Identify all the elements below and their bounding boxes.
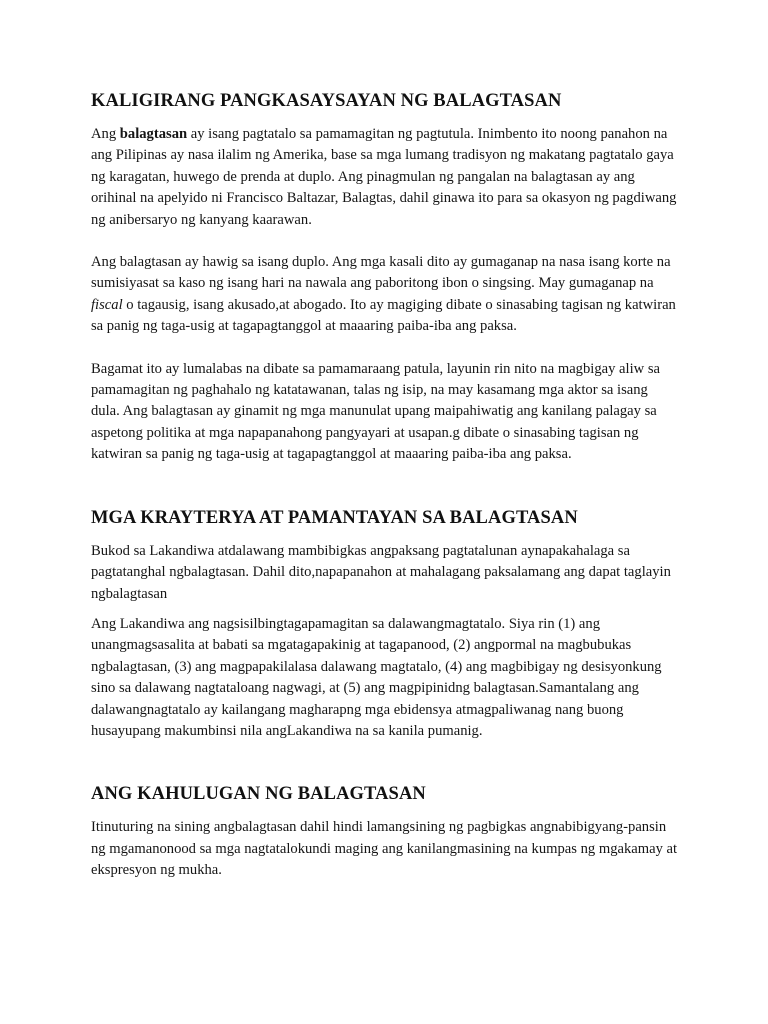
paragraph-lakandiwa: Ang Lakandiwa ang nagsisilbingtagapamagitan sa dalawangmagtatalo. Siya rin (1) ang unangmagsasalita at babati sa mgatagapakinig at tagapanood, (2) angpormal na magbubukas ngbalagtasan, (3) ang magpapakilalasa dalawang magtatalo, (4) ang magbibigay ng desisyonkung sino sa dalawang nagtataloang nagwagi, at (5) ang magpipinidng balagtasan.Samantalang ang dalawangnagtatalo ay kailangang magharapng mga ebidensya atmagpaliwanag nang buong husayupang makumbinsi nila angLakandiwa na sa kanila pumanig. <box>91 615 662 739</box>
paragraph-purpose: Bagamat ito ay lumalabas na dibate sa pamamaraang patula, layunin rin nito na magbigay aliw sa pamamagitan ng paghahalo ng katatawanan, talas ng isip, na may kasamang mga aktor sa isang dula. Ang balagtasan ay ginamit ng mga manunulat upang maipahiwatig ang kanilang palagay sa aspetong politika at mga napapanahong pangyayari at usapan.g dibate o sinasabing tagisan ng katwiran sa panig ng taga-usig at tagapagtanggol at maaaring paiba-iba ang paksa. <box>91 360 660 463</box>
paragraph-balagtasan-definition <box>91 124 678 231</box>
italic-term-fiscal: fiscal <box>91 296 123 313</box>
section-heading-kaligiran: KALIGIRANG PANGKASAYSAYAN NG BALAGTASAN <box>91 91 562 111</box>
paragraph-text: o tagausig, isang akusado,at abogado. Ito ay magiging dibate o sinasabing tagisan ng katwiran sa panig ng taga-usig at tagapagtanggol at maaaring paiba-iba ang paksa. <box>91 296 676 335</box>
section-heading-krayterya: MGA KRAYTERYA AT PAMANTAYAN SA BALAGTASAN <box>91 507 578 528</box>
paragraph-text: Ang balagtasan ay hawig sa isang duplo. Ang mga kasali dito ay gumaganap na nasa isang korte na sumisiyasat sa kaso ng isang hari na nawala ang paboritong ibon o singsing. May gumaganap na <box>91 254 671 292</box>
paragraph-duplo-comparison <box>91 252 678 338</box>
paragraph-text: Ang <box>91 126 120 142</box>
paragraph-text: ay isang pagtatalo sa pamamagitan ng pagtutula. Inimbento ito noong panahon na ang Pilipinas ay nasa ilalim ng Amerika, base sa mga lumang tradisyon ng makatang pagtatalo gaya ng karagatan, huwego de prenda at duplo. Ang pinagmulan ng pangalan na balagtasan ay ang orihinal na apelyido ni Francisco Baltazar, Balagtas, dahil ginawa ito para sa okasyon ng pagdiwang ng anibersaryo ng kanyang kaarawan. <box>91 126 677 228</box>
section-heading-kahulugan: ANG KAHULUGAN NG BALAGTASAN <box>91 784 426 805</box>
paragraph-paksa: Bukod sa Lakandiwa atdalawang mambibigkas angpaksang pagtatalunan aynapakahalaga sa pagtatanghal ngbalagtasan. Dahil dito,napapanahon at mahalagang paksalamang ang dapat taglayin ngbalagtasan <box>91 542 671 602</box>
paragraph-sining: Itinuturing na sining angbalagtasan dahil hindi lamangsining ng pagbigkas angnabibigyang-pansin ng mgamanonood sa mga nagtatalokundi maging ang kanilangmasining na kumpas ng mgakamay at ekspresyon ng mukha. <box>91 819 678 879</box>
bold-term-balagtasan: balagtasan <box>119 126 188 142</box>
